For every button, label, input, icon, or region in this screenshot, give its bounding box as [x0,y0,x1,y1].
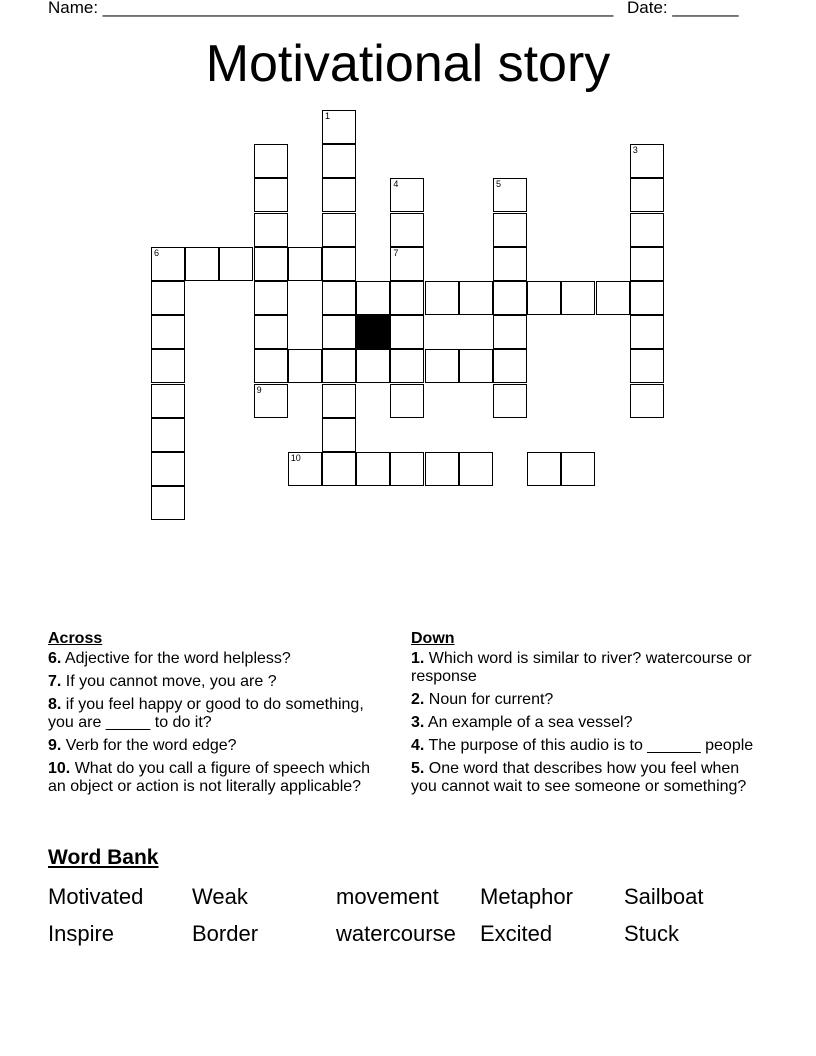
date-line: Date: _______ [627,0,739,17]
clue-text: Verb for the word edge? [65,737,237,754]
grid-cell[interactable] [630,384,664,418]
grid-cell[interactable] [390,178,424,212]
word-bank-word: Excited [480,921,553,946]
grid-cell[interactable] [390,213,424,247]
clue-number-label: 5 [496,179,502,190]
grid-cell[interactable] [151,452,185,486]
grid-cell[interactable] [254,178,288,212]
grid-cell[interactable] [527,281,561,315]
grid-cell[interactable] [151,486,185,520]
clue-text: An example of a sea vessel? [427,714,633,731]
grid-cell[interactable] [322,349,356,383]
name-line: Name: ______________________________________________________ [48,0,614,17]
grid-cell[interactable] [459,452,493,486]
grid-cell[interactable] [425,281,459,315]
grid-cell[interactable] [254,315,288,349]
grid-cell[interactable] [493,178,527,212]
grid-cell[interactable] [390,247,424,281]
word-bank-word: Sailboat [624,884,704,909]
grid-cell[interactable] [322,384,356,418]
clue-text: One word that describes how you feel when you cannot wait to see someone or something? [411,760,747,795]
across-clue [48,673,383,691]
down-clue [411,714,761,732]
across-clue [48,760,383,796]
grid-cell[interactable] [288,349,322,383]
grid-cell[interactable] [493,315,527,349]
clue-text: Adjective for the word helpless? [64,650,291,667]
word-bank-word: Weak [192,884,248,909]
grid-cell[interactable] [493,349,527,383]
grid-cell[interactable] [390,315,424,349]
grid-cell[interactable] [390,384,424,418]
clue-number: 8. [48,696,62,713]
word-bank-word: Motivated [48,884,144,909]
grid-cell[interactable] [254,281,288,315]
word-bank-word: movement [336,884,439,909]
grid-cell[interactable] [425,452,459,486]
grid-cell[interactable] [322,315,356,349]
grid-cell[interactable] [254,384,288,418]
clue-number-label: 1 [325,111,331,121]
grid-cell[interactable] [151,247,185,281]
grid-cell[interactable] [151,281,185,315]
grid-cell[interactable] [288,247,322,281]
across-clue [48,737,383,755]
clue-number-label: 7 [393,247,399,258]
grid-cell[interactable] [493,213,527,247]
grid-cell[interactable] [630,315,664,349]
grid-cell[interactable] [630,281,664,315]
grid-cell[interactable] [151,315,185,349]
clue-text: What do you call a figure of speech which an object or action is not literally applicable? [48,760,370,795]
black-cell [356,315,390,349]
word-bank-word: Inspire [48,921,115,946]
grid-cell[interactable] [493,281,527,315]
grid-cell[interactable] [630,247,664,281]
across-clue [48,696,383,732]
across-clues [48,630,383,801]
clue-number-label: 10 [290,453,301,463]
grid-cell[interactable] [390,281,424,315]
grid-cell[interactable] [425,349,459,383]
clue-number: 5. [411,760,425,777]
grid-cell[interactable] [630,144,664,178]
across-heading: Across [48,630,103,647]
clue-number-label: 9 [256,384,262,395]
page-title: Motivational story [205,35,611,93]
grid-cell[interactable] [322,110,356,144]
grid-cell[interactable] [356,349,390,383]
down-heading: Down [411,630,455,647]
grid-cell[interactable] [459,281,493,315]
grid-cell[interactable] [322,213,356,247]
grid-cell[interactable] [254,349,288,383]
clue-number: 4. [411,737,425,754]
grid-cell[interactable] [561,452,595,486]
clue-number: 3. [411,714,425,731]
down-clues [411,630,761,801]
grid-cell[interactable] [322,144,356,178]
down-clue [411,691,761,709]
clue-text: The purpose of this audio is to ______ people [428,737,754,754]
grid-cell[interactable] [356,452,390,486]
grid-cell[interactable] [254,247,288,281]
clue-number: 6. [48,650,62,667]
grid-cell[interactable] [254,213,288,247]
grid-cell[interactable] [322,281,356,315]
down-clue [411,650,761,686]
clue-number-label: 3 [632,145,638,156]
clue-number: 10. [48,760,71,777]
grid-cell[interactable] [561,281,595,315]
clue-number-label: 4 [393,179,399,190]
clue-text: if you feel happy or good to do something, you are _____ to do it? [48,696,364,731]
grid-cell[interactable] [630,349,664,383]
clue-text: Noun for current? [428,691,554,708]
grid-cell[interactable] [219,247,253,281]
grid-cell[interactable] [151,349,185,383]
grid-cell[interactable] [185,247,219,281]
across-clue [48,650,383,668]
clue-text: Which word is similar to river? watercourse or response [411,650,752,685]
grid-cell[interactable] [151,384,185,418]
grid-cell[interactable] [596,281,630,315]
grid-cell[interactable] [630,178,664,212]
grid-cell[interactable] [322,178,356,212]
grid-cell[interactable] [493,384,527,418]
down-clue [411,737,761,755]
word-bank-word: watercourse [336,921,456,946]
word-bank-title: Word Bank [48,846,159,869]
grid-cell[interactable] [527,452,561,486]
grid-cell[interactable] [459,349,493,383]
grid-cell[interactable] [390,349,424,383]
grid-cell[interactable] [390,452,424,486]
clue-number: 2. [411,691,425,708]
clue-text: If you cannot move, you are ? [65,673,277,690]
grid-cell[interactable] [322,418,356,452]
clue-number-label: 6 [154,247,160,258]
word-bank-word: Border [192,921,259,946]
grid-cell[interactable] [254,144,288,178]
crossword-grid [0,0,816,500]
grid-cell[interactable] [322,452,356,486]
clue-number: 9. [48,737,62,754]
grid-cell[interactable] [322,247,356,281]
grid-cell[interactable] [493,247,527,281]
grid-cell[interactable] [288,452,322,486]
word-bank-word: Metaphor [480,884,573,909]
clue-number: 1. [411,650,425,667]
grid-cell[interactable] [630,213,664,247]
word-bank-word: Stuck [624,921,680,946]
grid-cell[interactable] [356,281,390,315]
grid-cell[interactable] [151,418,185,452]
down-clue [411,760,761,796]
clue-number: 7. [48,673,62,690]
